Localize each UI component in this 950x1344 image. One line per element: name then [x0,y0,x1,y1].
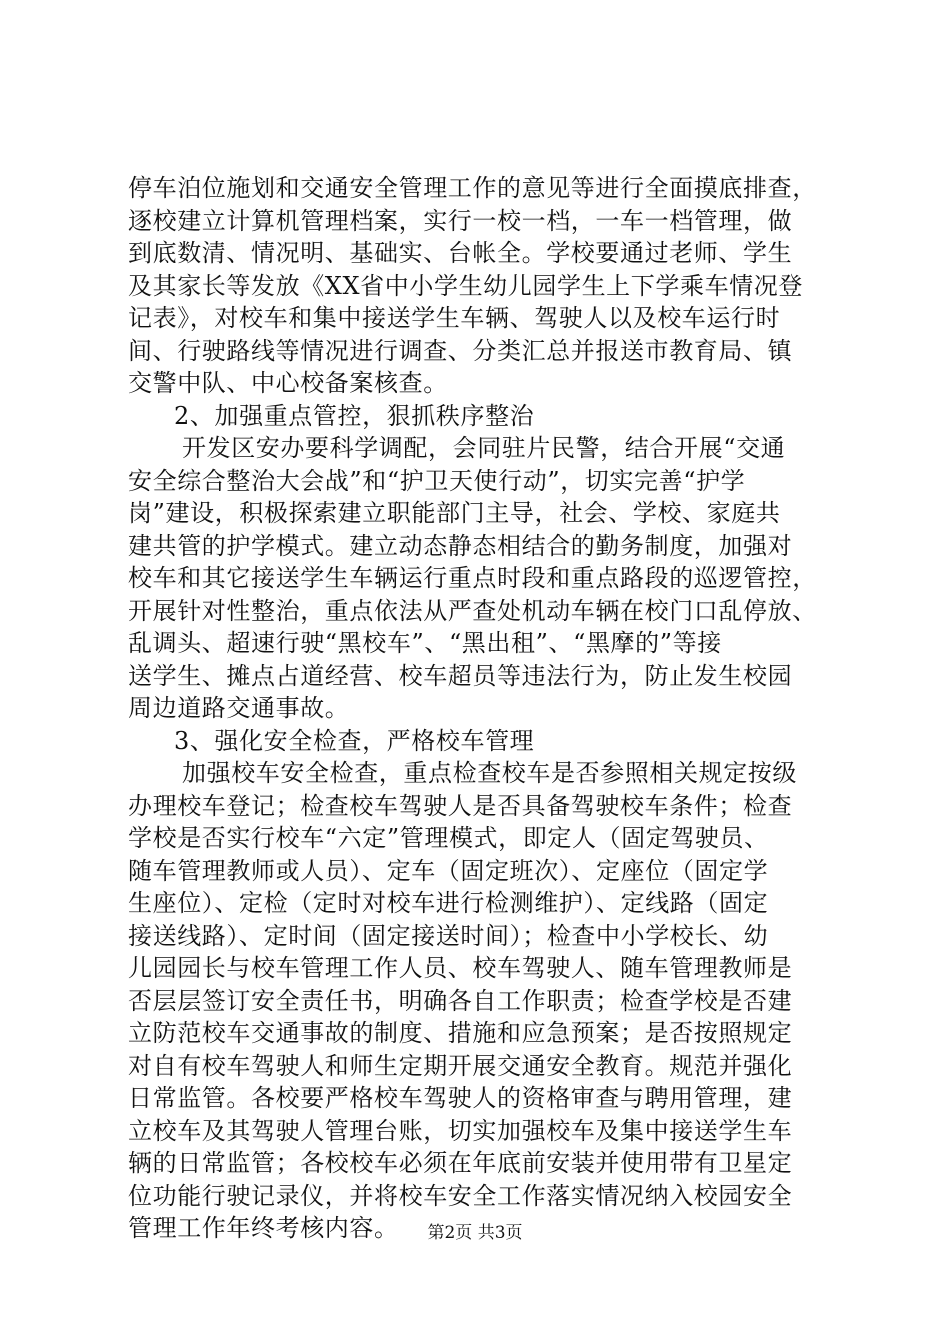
page-footer [0,1218,950,1243]
text-line: 及其家长等发放《XX省中小学生幼儿园学生上下学乘车情况登 [128,271,803,300]
text-line: 办理校车登记；检查校车驾驶人是否具备驾驶校车条件；检查 [128,791,793,820]
text-line: 停车泊位施划和交通安全管理工作的意见等进行全面摸底排查， [128,174,817,202]
text-line: 学校是否实行校车“六定”管理模式，即定人（固定驾驶员、 [128,824,769,852]
text-line: 日常监管。各校要严格校车驾驶人的资格审查与聘用管理，建 [128,1084,793,1112]
text-line: 岗”建设，积极探索建立职能部门主导，社会、学校、家庭共 [128,499,781,527]
text-line: 否层层签订安全责任书，明确各自工作职责；检查学校是否建 [128,986,793,1015]
text-line: 到底数清、情况明、基础实、台帐全。学校要通过老师、学生 [128,239,793,267]
text-line: 辆的日常监管；各校校车必须在年底前安装并使用带有卫星定 [128,1149,793,1177]
text-line: 乱调头、超速行驶“黑校车”、“黑出租”、“黑摩的”等接 [128,629,722,657]
text-line: 对自有校车驾驶人和师生定期开展交通安全教育。规范并强化 [128,1051,793,1080]
text-line: 开发区安办要科学调配，会同驻片民警，结合开展“交通 [182,434,786,462]
text-line: 开展针对性整治，重点依法从严查处机动车辆在校门口乱停放、 [128,596,817,625]
text-line: 立校车及其驾驶人管理台账，切实加强校车及集中接送学生车 [128,1116,793,1145]
text-line: 加强校车安全检查，重点检查校车是否参照相关规定按级 [182,759,797,787]
text-line: 间、行驶路线等情况进行调查、分类汇总并报送市教育局、镇 [128,336,793,365]
text-line: 管理工作年终考核内容。 [128,1214,399,1242]
text-line: 生座位）、定检（定时对校车进行检测维护）、定线路（固定 [128,889,769,917]
text-line: 安全综合整治大会战”和“护卫天使行动”，切实完善“护学 [128,466,746,495]
text-line: 接送线路）、定时间（固定接送时间）；检查中小学校长、幼 [128,921,769,950]
text-line: 儿园园长与校车管理工作人员、校车驾驶人、随车管理教师是 [128,954,793,982]
text-line: 周边道路交通事故。 [128,694,350,722]
text-line: 位功能行驶记录仪，并将校车安全工作落实情况纳入校园安全 [128,1181,793,1210]
text-line: 交警中队、中心校备案核查。 [128,369,448,397]
section-heading: 2、加强重点管控，狠抓秩序整治 [174,401,535,430]
text-line: 逐校建立计算机管理档案，实行一校一档，一车一档管理，做 [128,206,793,235]
text-line: 随车管理教师或人员）、定车（固定班次）、定座位（固定学 [128,856,769,885]
text-line: 立防范校车交通事故的制度、措施和应急预案；是否按照规定 [128,1019,793,1047]
text-line: 记表》，对校车和集中接送学生车辆、驾驶人以及校车运行时 [128,304,781,332]
text-line: 建共管的护学模式。建立动态静态相结合的勤务制度，加强对 [128,531,793,560]
text-line: 校车和其它接送学生车辆运行重点时段和重点路段的巡逻管控， [128,564,817,592]
text-line: 送学生、摊点占道经营、校车超员等违法行为，防止发生校园 [128,661,793,690]
page-number: 第2页 共3页 [427,1223,523,1243]
document-body [128,172,828,1245]
section-heading: 3、强化安全检查，严格校车管理 [174,726,535,755]
